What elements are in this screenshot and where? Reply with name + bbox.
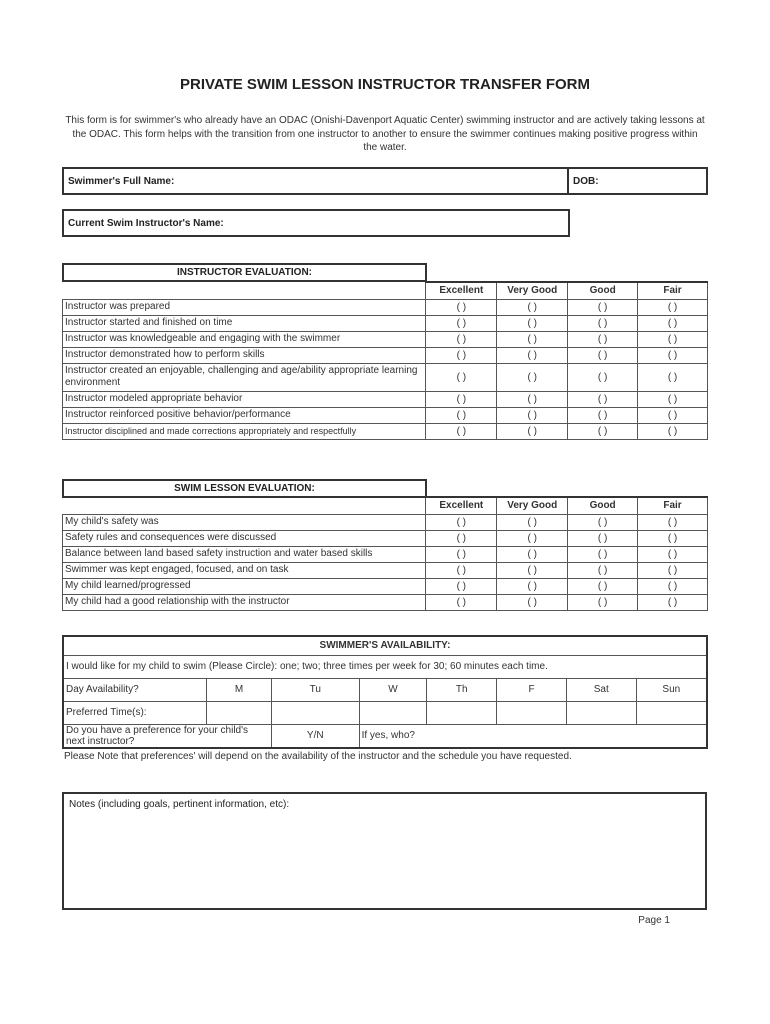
rating-option[interactable]: ( ) (568, 299, 638, 315)
rating-option[interactable]: ( ) (638, 546, 708, 562)
rating-option[interactable]: ( ) (426, 546, 497, 562)
table-row (63, 578, 708, 594)
rating-header: Fair (638, 497, 708, 514)
rating-option[interactable]: ( ) (426, 391, 497, 407)
rating-option[interactable]: ( ) (426, 562, 497, 578)
rating-option[interactable]: ( ) (426, 530, 497, 546)
rating-option[interactable]: ( ) (426, 299, 497, 315)
rating-header: Very Good (497, 282, 568, 299)
availability-header: SWIMMER'S AVAILABILITY: (63, 636, 707, 655)
row-label: Instructor modeled appropriate behavior (63, 391, 426, 407)
lesson-eval-table (62, 496, 708, 611)
rating-option[interactable]: ( ) (638, 407, 708, 423)
table-row (63, 594, 708, 610)
table-row (63, 514, 708, 530)
dob-label: DOB: (573, 176, 599, 187)
rating-option[interactable]: ( ) (497, 331, 568, 347)
rating-option[interactable]: ( ) (497, 407, 568, 423)
rating-option[interactable]: ( ) (568, 514, 638, 530)
swimmer-name-label: Swimmer's Full Name: (68, 176, 175, 187)
rating-option[interactable]: ( ) (426, 331, 497, 347)
rating-option[interactable]: ( ) (568, 407, 638, 423)
notes-box[interactable] (62, 792, 707, 910)
row-label: Instructor created an enjoyable, challenging and age/ability appropriate learning environment (63, 363, 426, 391)
rating-option[interactable]: ( ) (497, 315, 568, 331)
rating-header: Very Good (497, 497, 568, 514)
time-cell[interactable] (427, 701, 497, 724)
lesson-eval-header: SWIM LESSON EVALUATION: (62, 479, 427, 498)
rating-option[interactable]: ( ) (426, 578, 497, 594)
availability-table (62, 635, 708, 749)
table-row (63, 530, 708, 546)
rating-option[interactable]: ( ) (497, 363, 568, 391)
time-cell[interactable] (636, 701, 707, 724)
day-sun[interactable]: Sun (636, 678, 707, 701)
time-cell[interactable] (359, 701, 427, 724)
rating-option[interactable]: ( ) (497, 530, 568, 546)
blank-corner (63, 497, 426, 514)
instructor-name-field[interactable] (62, 209, 570, 237)
rating-option[interactable]: ( ) (568, 315, 638, 331)
rating-option[interactable]: ( ) (497, 578, 568, 594)
table-row (63, 331, 708, 347)
time-cell[interactable] (566, 701, 636, 724)
rating-option[interactable]: ( ) (638, 530, 708, 546)
rating-option[interactable]: ( ) (568, 578, 638, 594)
row-label: Balance between land based safety instruction and water based skills (63, 546, 426, 562)
rating-option[interactable]: ( ) (497, 391, 568, 407)
rating-option[interactable]: ( ) (638, 331, 708, 347)
rating-option[interactable]: ( ) (568, 562, 638, 578)
day-availability-label: Day Availability? (63, 678, 207, 701)
day-f[interactable]: F (497, 678, 567, 701)
table-row (63, 423, 708, 439)
day-tu[interactable]: Tu (271, 678, 359, 701)
rating-option[interactable]: ( ) (638, 514, 708, 530)
row-label: Swimmer was kept engaged, focused, and on task (63, 562, 426, 578)
rating-option[interactable]: ( ) (497, 299, 568, 315)
availability-note: Please Note that preferences' will depend on the availability of the instructor and the schedule you have requested. (64, 751, 572, 762)
rating-option[interactable]: ( ) (497, 594, 568, 610)
rating-option[interactable]: ( ) (638, 347, 708, 363)
rating-header: Good (568, 282, 638, 299)
rating-header: Fair (638, 282, 708, 299)
instructor-preference-label: Do you have a preference for your child's next instructor? (63, 724, 271, 748)
instructor-eval-table (62, 281, 708, 440)
day-sat[interactable]: Sat (566, 678, 636, 701)
blank-corner (63, 282, 426, 299)
notes-label: Notes (including goals, pertinent information, etc): (69, 799, 290, 810)
row-label: My child had a good relationship with the instructor (63, 594, 426, 610)
table-row (63, 363, 708, 391)
rating-option[interactable]: ( ) (568, 530, 638, 546)
form-title: PRIVATE SWIM LESSON INSTRUCTOR TRANSFER FORM (179, 76, 590, 93)
table-row (63, 347, 708, 363)
table-row (63, 315, 708, 331)
row-label: Instructor started and finished on time (63, 315, 426, 331)
instructor-eval-header: INSTRUCTOR EVALUATION: (62, 263, 427, 282)
rating-option[interactable]: ( ) (638, 315, 708, 331)
rating-option[interactable]: ( ) (638, 391, 708, 407)
rating-option[interactable]: ( ) (497, 562, 568, 578)
row-label: Instructor reinforced positive behavior/performance (63, 407, 426, 423)
rating-option[interactable]: ( ) (426, 594, 497, 610)
rating-option[interactable]: ( ) (638, 562, 708, 578)
preferred-time-label: Preferred Time(s): (63, 701, 207, 724)
table-row (63, 546, 708, 562)
row-label: Safety rules and consequences were discussed (63, 530, 426, 546)
rating-option[interactable]: ( ) (568, 331, 638, 347)
swimmer-name-field[interactable] (62, 167, 708, 195)
rating-option[interactable]: ( ) (568, 546, 638, 562)
rating-option[interactable]: ( ) (426, 315, 497, 331)
rating-option[interactable]: ( ) (426, 347, 497, 363)
rating-option[interactable]: ( ) (497, 546, 568, 562)
rating-option[interactable]: ( ) (426, 514, 497, 530)
rating-option[interactable]: ( ) (497, 347, 568, 363)
rating-option[interactable]: ( ) (426, 407, 497, 423)
frequency-row[interactable]: I would like for my child to swim (Please Circle): one; two; three times per week for 30; 60 minutes each time. (63, 655, 707, 678)
table-row (63, 562, 708, 578)
rating-option[interactable]: ( ) (568, 594, 638, 610)
rating-option[interactable]: ( ) (426, 423, 497, 439)
page-number: Page 1 (638, 915, 670, 926)
rating-option[interactable]: ( ) (497, 514, 568, 530)
rating-option[interactable]: ( ) (568, 347, 638, 363)
rating-header: Good (568, 497, 638, 514)
yn-option[interactable]: Y/N (271, 724, 359, 748)
time-cell[interactable] (271, 701, 359, 724)
row-label: Instructor demonstrated how to perform skills (63, 347, 426, 363)
rating-option[interactable]: ( ) (568, 391, 638, 407)
rating-option[interactable]: ( ) (638, 299, 708, 315)
row-label: My child learned/progressed (63, 578, 426, 594)
form-intro: This form is for swimmer's who already have an ODAC (Onishi-Davenport Aquatic Center) swimming instructor and are actively taking lessons at the ODAC. This form helps with the transition from one instructor to another to ensure the swimmer continues making positive progress within the water. (65, 115, 705, 153)
rating-option[interactable]: ( ) (568, 363, 638, 391)
rating-option[interactable]: ( ) (426, 363, 497, 391)
row-label: Instructor was knowledgeable and engaging with the swimmer (63, 331, 426, 347)
rating-option[interactable]: ( ) (497, 423, 568, 439)
rating-option[interactable]: ( ) (638, 594, 708, 610)
row-label: Instructor was prepared (63, 299, 426, 315)
rating-option[interactable]: ( ) (638, 363, 708, 391)
instructor-name-label: Current Swim Instructor's Name: (68, 218, 224, 229)
day-m[interactable]: M (207, 678, 272, 701)
table-row (63, 299, 708, 315)
day-w[interactable]: W (359, 678, 427, 701)
row-label: Instructor disciplined and made corrections appropriately and respectfully (63, 423, 426, 439)
rating-option[interactable]: ( ) (638, 578, 708, 594)
time-cell[interactable] (207, 701, 272, 724)
time-cell[interactable] (497, 701, 567, 724)
if-yes-field[interactable]: If yes, who? (359, 724, 707, 748)
table-row (63, 391, 708, 407)
row-label: My child's safety was (63, 514, 426, 530)
table-row (63, 407, 708, 423)
rating-option[interactable]: ( ) (638, 423, 708, 439)
day-th[interactable]: Th (427, 678, 497, 701)
rating-header: Excellent (426, 497, 497, 514)
rating-option[interactable]: ( ) (568, 423, 638, 439)
rating-header: Excellent (426, 282, 497, 299)
